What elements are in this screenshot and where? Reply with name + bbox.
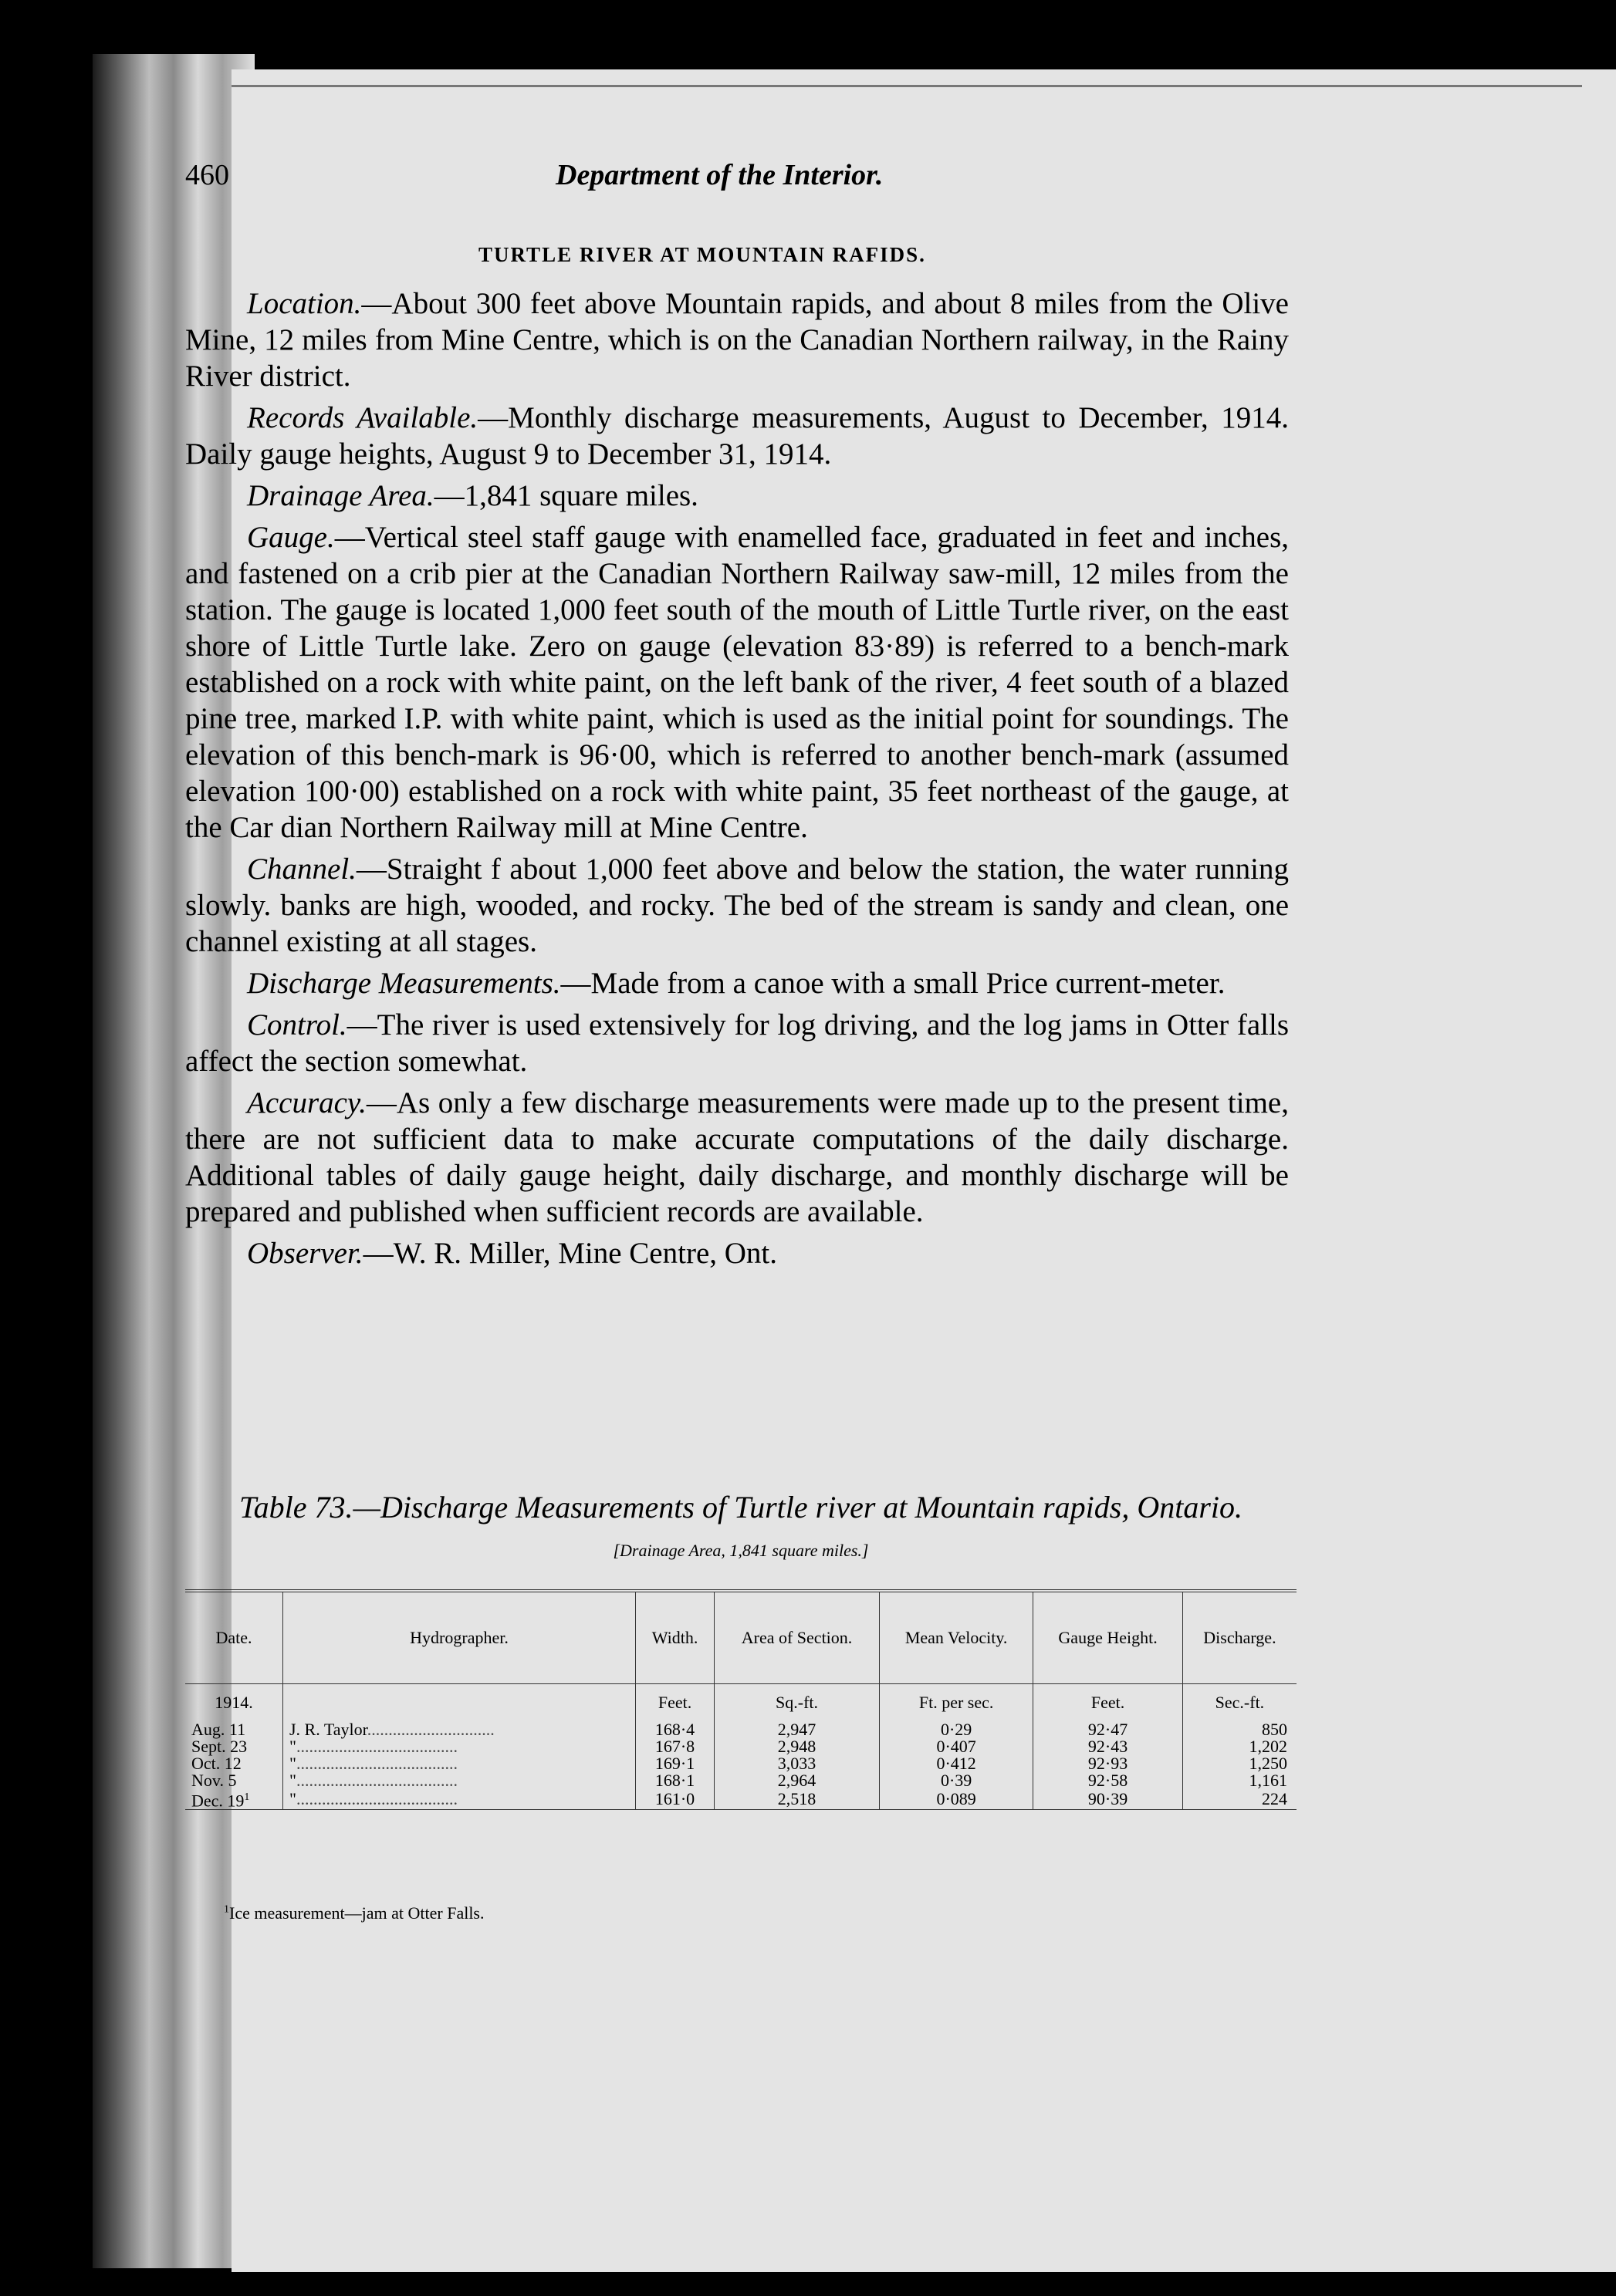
- cell-area: 3,033: [715, 1755, 880, 1772]
- paragraph-discharge-measurements: [185, 965, 1289, 1001]
- discharge-table: [185, 1589, 1297, 1810]
- cell-width: 168·1: [636, 1772, 715, 1789]
- cell-discharge: 1,202: [1182, 1738, 1297, 1755]
- paragraph-text: —Straight f about 1,000 feet above and below the station, the water running slowly. banks are high, wooded, and rocky. The bed of the stream is sandy and clean, one channel existing at all stages.: [185, 853, 1289, 958]
- cell-area: 2,948: [715, 1738, 880, 1755]
- cell-gauge: 92·93: [1033, 1755, 1183, 1772]
- cell-gauge: 92·58: [1033, 1772, 1183, 1789]
- table-row: [185, 1738, 1297, 1755]
- header-title: Department of the Interior.: [556, 159, 884, 191]
- hydrographer-name: ": [289, 1771, 296, 1790]
- column-header-area: Area of Section.: [715, 1591, 880, 1684]
- paragraph-label: Accuracy.: [247, 1086, 367, 1119]
- column-header-hydrographer: Hydrographer.: [283, 1591, 636, 1684]
- paragraph-label: Observer.: [247, 1237, 363, 1270]
- cell-discharge: 1,250: [1182, 1755, 1297, 1772]
- cell-hydrographer: [283, 1772, 636, 1789]
- running-head: [185, 158, 1520, 197]
- paragraph-label: Gauge.: [247, 521, 335, 554]
- units-gauge: Feet.: [1033, 1684, 1183, 1722]
- cell-discharge: 224: [1182, 1789, 1297, 1810]
- paragraph-label: Control.: [247, 1008, 347, 1042]
- cell-width: 168·4: [636, 1721, 715, 1738]
- table-row: [185, 1721, 1297, 1738]
- body-text: [185, 285, 1289, 1277]
- cell-velocity: 0·407: [879, 1738, 1033, 1755]
- cell-velocity: 0·29: [879, 1721, 1033, 1738]
- units-discharge: Sec.-ft.: [1182, 1684, 1297, 1722]
- cell-date: Sept. 23: [191, 1737, 248, 1756]
- table-header-row: [185, 1591, 1297, 1684]
- dot-leader: ......................................: [296, 1754, 458, 1773]
- column-header-discharge: Discharge.: [1182, 1591, 1297, 1684]
- paragraph-control: [185, 1007, 1289, 1079]
- column-header-velocity: Mean Velocity.: [879, 1591, 1033, 1684]
- cell-discharge: 850: [1182, 1721, 1297, 1738]
- paragraph-label: Drainage Area.: [247, 479, 434, 512]
- cell-gauge: 92·47: [1033, 1721, 1183, 1738]
- paragraph-text: —Monthly discharge measurements, August to December, 1914. Daily gauge heights, August 9 to December 31, 1914.: [185, 401, 1289, 471]
- cell-hydrographer: [283, 1721, 636, 1738]
- cell-width: 169·1: [636, 1755, 715, 1772]
- cell-area: 2,518: [715, 1789, 880, 1810]
- hydrographer-name: ": [289, 1754, 296, 1773]
- paragraph-label: Channel.: [247, 853, 357, 886]
- hydrographer-name: J. R. Taylor: [289, 1720, 367, 1739]
- hydrographer-name: ": [289, 1789, 296, 1809]
- cell-date: Nov. 5: [191, 1771, 237, 1790]
- units-area: Sq.-ft.: [715, 1684, 880, 1722]
- paragraph-label: Discharge Measurements.: [247, 967, 561, 1000]
- paragraph-text: —Made from a canoe with a small Price current-meter.: [560, 967, 1226, 1000]
- units-width: Feet.: [636, 1684, 715, 1722]
- cell-gauge: 92·43: [1033, 1738, 1183, 1755]
- paragraph-label: Location.: [247, 287, 362, 320]
- table-title: Table 73.—Discharge Measurements of Turtle river at Mountain rapids, Ontario.: [239, 1490, 1242, 1524]
- column-header-date: Date.: [185, 1591, 283, 1684]
- cell-width: 167·8: [636, 1738, 715, 1755]
- paragraph-observer: [185, 1235, 1289, 1271]
- table-row: [185, 1772, 1297, 1789]
- table-footnote: [224, 1903, 485, 1923]
- dot-leader: ......................................: [296, 1771, 458, 1790]
- table-subtitle: [Drainage Area, 1,841 square miles.]: [613, 1541, 869, 1560]
- paragraph-text: —1,841 square miles.: [434, 479, 698, 512]
- cell-width: 161·0: [636, 1789, 715, 1810]
- cell-velocity: 0·412: [879, 1755, 1033, 1772]
- table-units-row: [185, 1684, 1297, 1722]
- cell-hydrographer: [283, 1789, 636, 1810]
- paragraph-accuracy: [185, 1085, 1289, 1230]
- discharge-table-wrap: [185, 1589, 1297, 1810]
- paragraph-text: —W. R. Miller, Mine Centre, Ont.: [363, 1237, 778, 1270]
- dot-leader: ......................................: [296, 1789, 458, 1809]
- cell-date: Aug. 11: [191, 1720, 246, 1739]
- paragraph-channel: [185, 851, 1289, 960]
- section-title: TURTLE RIVER AT MOUNTAIN RAFIDS.: [478, 243, 926, 266]
- cell-area: 2,947: [715, 1721, 880, 1738]
- column-header-gauge: Gauge Height.: [1033, 1591, 1183, 1684]
- dot-leader: ..............................: [367, 1720, 495, 1739]
- table-row: [185, 1755, 1297, 1772]
- units-year: 1914.: [215, 1693, 253, 1712]
- paragraph-records: [185, 400, 1289, 472]
- cell-date: [185, 1789, 283, 1810]
- page-top-rule: [232, 85, 1582, 87]
- paragraph-drainage: [185, 478, 1289, 514]
- cell-hydrographer: [283, 1755, 636, 1772]
- column-header-width: Width.: [636, 1591, 715, 1684]
- cell-velocity: 0·089: [879, 1789, 1033, 1810]
- paragraph-text: —As only a few discharge measurements were made up to the present time, there are not sufficient data to make accurate computations of the daily discharge. Additional tables of daily gauge height, daily discharge, and monthly discharge will be prepared and published when sufficient records are available.: [185, 1086, 1289, 1228]
- units-hydrographer: [283, 1684, 636, 1722]
- cell-velocity: 0·39: [879, 1772, 1033, 1789]
- paragraph-gauge: [185, 519, 1289, 846]
- hydrographer-name: ": [289, 1737, 296, 1756]
- paragraph-text: —About 300 feet above Mountain rapids, and about 8 miles from the Olive Mine, 12 miles from Mine Centre, which is on the Canadian Northern railway, in the Rainy River district.: [185, 287, 1289, 393]
- cell-area: 2,964: [715, 1772, 880, 1789]
- dot-leader: ......................................: [296, 1737, 458, 1756]
- paragraph-text: —Vertical steel staff gauge with enamelled face, graduated in feet and inches, and fastened on a crib pier at the Canadian Northern Railway saw-mill, 12 miles from the station. The gauge is located 1,000 feet south of the mouth of Little Turtle river, on the east shore of Little Turtle lake. Zero on gauge (elevation 83·89) is referred to a bench-mark established on a rock with white paint, on the left bank of the river, 4 feet south of a blazed pine tree, marked I.P. with white paint, which is used as the initial point for soundings. The elevation of this bench-mark is 96·00, which is referred to another bench-mark (assumed elevation 100·00) established on a rock with white paint, 35 feet northeast of the gauge, at the Car dian Northern Railway mill at Mine Centre.: [185, 521, 1289, 844]
- cell-hydrographer: [283, 1738, 636, 1755]
- cell-discharge: 1,161: [1182, 1772, 1297, 1789]
- paragraph-location: [185, 285, 1289, 394]
- paragraph-label: Records Available.: [247, 401, 478, 434]
- footnote-text: Ice measurement—jam at Otter Falls.: [229, 1903, 485, 1923]
- cell-date: Oct. 12: [191, 1754, 242, 1773]
- cell-date-text: Dec. 19: [191, 1791, 245, 1811]
- paragraph-text: —The river is used extensively for log driving, and the log jams in Otter falls affect the section somewhat.: [185, 1008, 1289, 1078]
- footnote-ref: 1: [244, 1791, 250, 1803]
- table-row: [185, 1789, 1297, 1810]
- page-number: 460: [185, 159, 229, 191]
- units-velocity: Ft. per sec.: [879, 1684, 1033, 1722]
- cell-gauge: 90·39: [1033, 1789, 1183, 1810]
- footnote-marker: 1: [224, 1903, 229, 1916]
